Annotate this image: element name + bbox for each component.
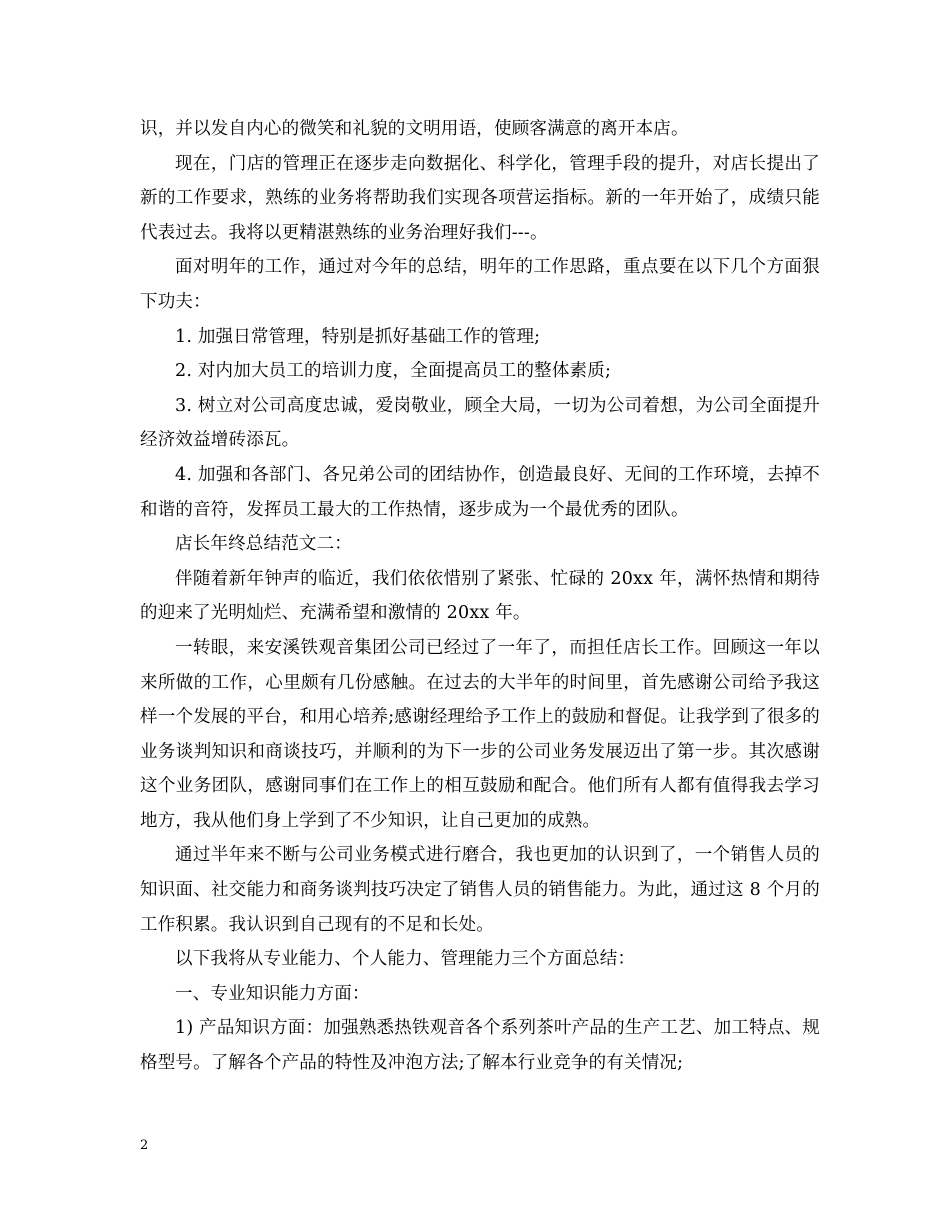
page-number: 2	[140, 1138, 149, 1153]
paragraph-summary-intro: 以下我将从专业能力、个人能力、管理能力三个方面总结：	[175, 949, 636, 970]
section-heading-sample-two: 店长年终总结范文二：	[175, 534, 352, 555]
list-item-product-knowledge: 1) 产品知识方面：加强熟悉热铁观音各个系列茶叶产品的生产工艺、加工特点、规格型号。了解各个产品的特性及冲泡方法;了解本行业竞争的有关情况;	[140, 1018, 820, 1074]
paragraph-review: 一转眼，来安溪铁观音集团公司已经过了一年了，而担任店长工作。回顾这一年以来所做的工作，心里颇有几份感触。在过去的大半年的时间里，首先感谢公司给予我这样一个发展的平台，和用心培养;感谢经理给予工作上的鼓励和督促。让我学到了很多的业务谈判知识和商谈技巧，并顺利的为下一步的公司业务发展迈出了第一步。其次感谢这个业务团队，感谢同事们在工作上的相互鼓励和配合。他们所有人都有值得我去学习地方，我从他们身上学到了不少知识，让自己更加的成熟。	[140, 637, 820, 831]
paragraph-management-upgrade: 现在，门店的管理正在逐步走向数据化、科学化，管理手段的提升，对店长提出了新的工作要求，熟练的业务将帮助我们实现各项营运指标。新的一年开始了，成绩只能代表过去。我将以更精湛熟练的业务治理好我们---。	[140, 153, 820, 243]
paragraph-continuation: 识，并以发自内心的微笑和礼貌的文明用语，使顾客满意的离开本店。	[140, 119, 689, 139]
list-item-4: 4. 加强和各部门、各兄弟公司的团结协作，创造最良好、无间的工作环境，去掉不和谐的音符，发挥员工最大的工作热情，逐步成为一个最优秀的团队。	[140, 464, 820, 520]
list-item-3: 3. 树立对公司高度忠诚，爱岗敬业，顾全大局，一切为公司着想，为公司全面提升经济效益增砖添瓦。	[140, 395, 820, 451]
document-body	[140, 112, 820, 1081]
list-item-1: 1. 加强日常管理，特别是抓好基础工作的管理;	[175, 326, 541, 347]
paragraph-next-year-focus: 面对明年的工作，通过对今年的总结，明年的工作思路，重点要在以下几个方面狠下功夫：	[140, 257, 820, 312]
list-item-2: 2. 对内加大员工的培训力度，全面提高员工的整体素质;	[175, 361, 612, 382]
paragraph-new-year: 伴随着新年钟声的临近，我们依依惜别了紧张、忙碌的 20xx 年，满怀热情和期待的迎来了光明灿烂、充满希望和激情的 20xx 年。	[140, 568, 820, 624]
section-heading-professional-knowledge: 一、专业知识能力方面：	[175, 983, 370, 1004]
paragraph-sales-ability: 通过半年来不断与公司业务模式进行磨合，我也更加的认识到了，一个销售人员的知识面、社交能力和商务谈判技巧决定了销售人员的销售能力。为此，通过这 8 个月的工作积累。我认识到自己现有的不足和长处。	[140, 845, 820, 935]
